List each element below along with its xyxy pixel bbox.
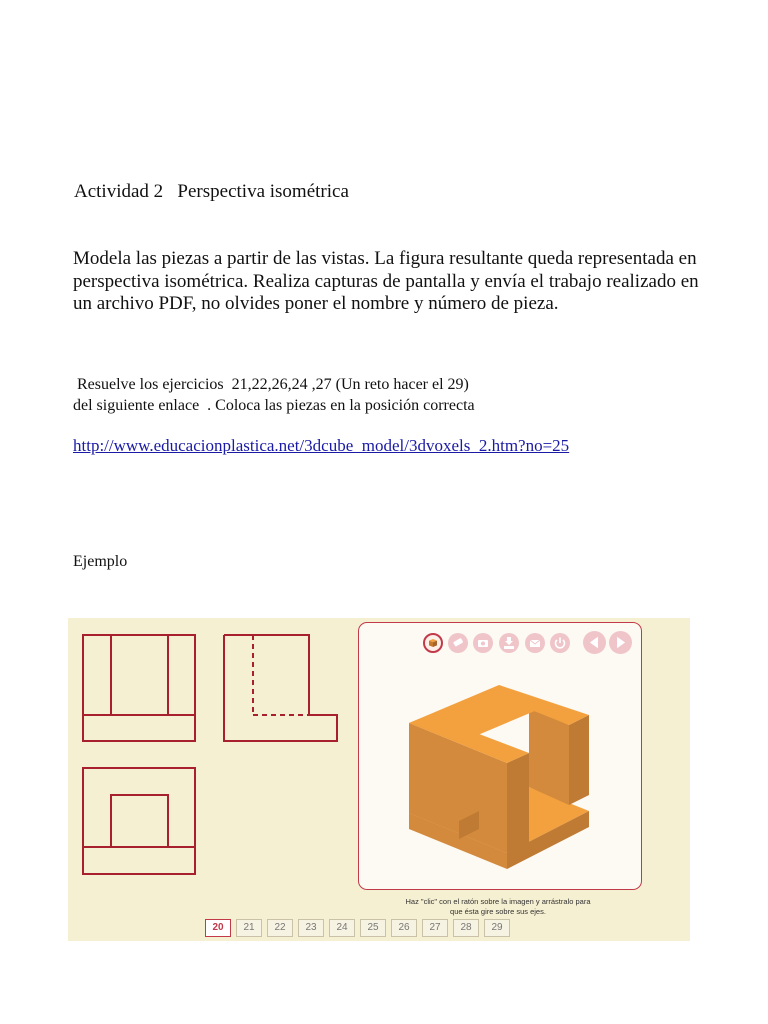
page-button-25[interactable]: 25 [360,919,386,937]
power-icon[interactable] [550,633,570,653]
instructions-paragraph: Modela las piezas a partir de las vistas. La figura resultante queda representada en perspectiva isométrica. Realiza capturas de pantalla y envía el trabajo realizado en un archivo PDF, no olvides poner el nombre y número de pieza. [73,248,699,314]
viewer-hint [380,897,616,916]
page-title: Actividad 2 Perspectiva isométrica [74,181,349,202]
example-figure [68,618,690,941]
page-button-29[interactable]: 29 [484,919,510,937]
front-view [83,635,195,741]
pdf-icon[interactable] [499,633,519,653]
mail-icon[interactable] [525,633,545,653]
side-view [224,635,337,741]
page-button-20[interactable]: 20 [205,919,231,937]
arrow-left-icon[interactable] [583,631,606,654]
page-button-24[interactable]: 24 [329,919,355,937]
exercises-line: Resuelve los ejercicios 21,22,26,24 ,27 (Un reto hacer el 29) [73,376,469,393]
page-button-27[interactable]: 27 [422,919,448,937]
camera-icon[interactable] [473,633,493,653]
eraser-icon[interactable] [448,633,468,653]
page-button-21[interactable]: 21 [236,919,262,937]
example-label: Ejemplo [73,553,128,570]
3d-viewer[interactable] [358,622,642,890]
top-view [83,768,195,874]
isometric-model[interactable] [389,663,619,873]
cube-icon[interactable] [423,633,443,653]
hint-line-2: que ésta gire sobre sus ejes. [450,906,546,916]
arrow-right-icon[interactable] [609,631,632,654]
page-button-22[interactable]: 22 [267,919,293,937]
hint-line-1: Haz "clic" con el ratón sobre la imagen y arrástralo para [405,897,591,906]
orthographic-views [68,618,358,888]
page-button-26[interactable]: 26 [391,919,417,937]
page-button-28[interactable]: 28 [453,919,479,937]
exercises-line-2: del siguiente enlace . Coloca las piezas en la posición correcta [73,397,475,414]
page-button-23[interactable]: 23 [298,919,324,937]
exercise-link[interactable]: http://www.educacionplastica.net/3dcube_model/3dvoxels_2.htm?no=25 [73,436,570,455]
